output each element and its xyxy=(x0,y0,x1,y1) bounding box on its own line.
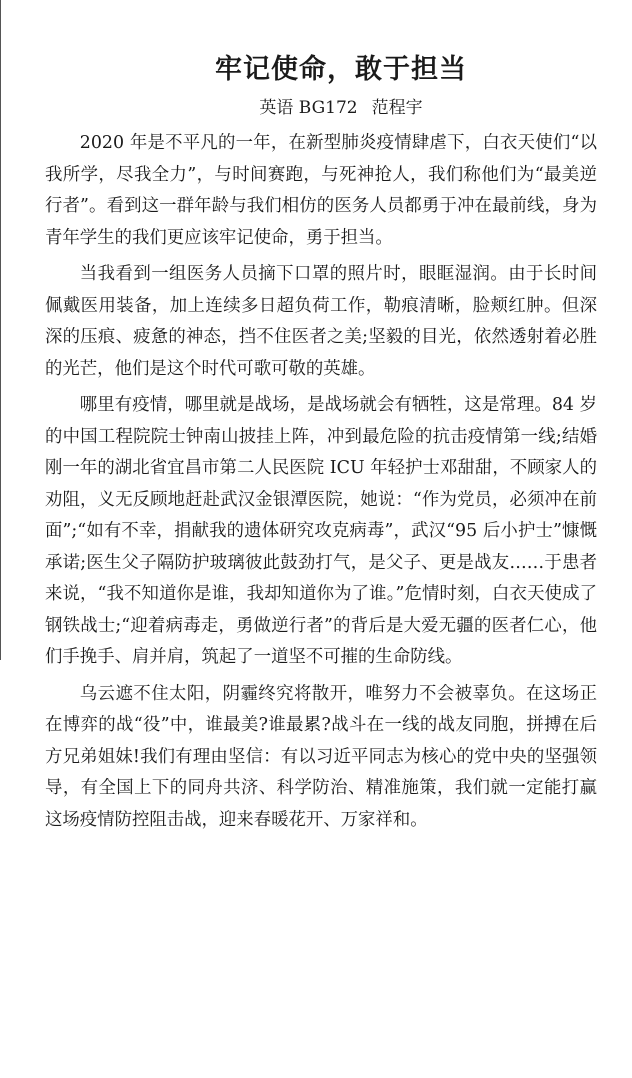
document-body xyxy=(45,50,597,841)
paragraph-1: 2020 年是不平凡的一年，在新型肺炎疫情肆虐下，白衣天使们“以我所学，尽我全力”，与时间赛跑，与死神抢人，我们称他们为“最美逆行者”。看到这一群年龄与我们相仿的医务人员都勇于冲在最前线，身为青年学生的我们更应该牢记使命，勇于担当。 xyxy=(45,133,597,248)
author-class: 英语 BG172 xyxy=(259,98,358,118)
paragraph-2: 当我看到一组医务人员摘下口罩的照片时，眼眶湿润。由于长时间佩戴医用装备，加上连续多日超负荷工作，勒痕清晰，脸颊红肿。但深深的压痕、疲惫的神态，挡不住医者之美;坚毅的目光，依然透射着必胜的光芒，他们是这个时代可歌可敬的英雄。 xyxy=(45,264,597,379)
document-title: 牢记使命，敢于担当 xyxy=(215,54,467,85)
paragraph-4: 乌云遮不住太阳，阴霾终究将散开，唯努力不会被辜负。在这场正在博弈的战“役”中，谁最美?谁最累?战斗在一线的战友同胞，拼搏在后方兄弟姐妹!我们有理由坚信：有以习近平同志为核心的党中央的坚强领导，有全国上下的同舟共济、科学防治、精准施策，我们就一定能打赢这场疫情防控阻击战，迎来春暖花开、万家祥和。 xyxy=(45,683,597,830)
paragraph-3: 哪里有疫情，哪里就是战场，是战场就会有牺牲，这是常理。84 岁的中国工程院院士钟南山披挂上阵，冲到最危险的抗击疫情第一线;结婚刚一年的湖北省宜昌市第二人民医院 ICU 年轻护士邓甜甜，不顾家人的劝阻，义无反顾地赶赴武汉金银潭医院，她说：“作为党员，必须冲在前面”;“如有不幸，捐献我的遗体研究攻克病毒”，武汉“95 后小护士”慷慨承诺;医生父子隔防护玻璃彼此鼓劲打气，是父子、更是战友……于患者来说，“我不知道你是谁，我却知道你为了谁。”危情时刻，白衣天使成了钢铁战士;“迎着病毒走，勇做逆行者”的背后是大爱无疆的医者仁心，他们手挽手、肩并肩，筑起了一道坚不可摧的生命防线。 xyxy=(45,395,597,667)
author-name: 范程宇 xyxy=(371,98,423,118)
page-left-border xyxy=(0,0,1,660)
byline xyxy=(45,96,597,120)
